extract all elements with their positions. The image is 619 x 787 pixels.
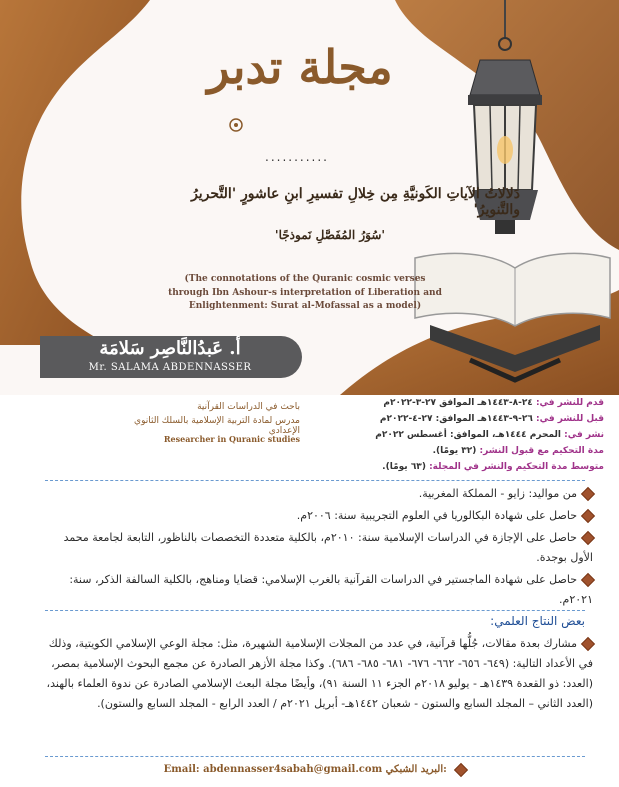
production-heading: بعض النتاج العلمي: [490, 614, 585, 628]
date-value: (٦٣ يومًا). [382, 462, 426, 472]
journal-title: مجلة تدبر [207, 40, 393, 94]
article-subtitle-ar: 'سُوَرُ المُفَصَّلِ نَموذجًا' [274, 228, 386, 242]
bio-item [45, 484, 593, 504]
date-label: نشر في: [564, 430, 604, 440]
email-address[interactable]: abdennasser4sabah@gmail.com [203, 764, 383, 775]
diamond-bullet-icon [581, 487, 595, 501]
contact-row [160, 764, 470, 775]
date-label: قبل للنشر في: [536, 414, 604, 424]
date-label: متوسط مدة التحكيم والنشر في المجلة: [429, 462, 604, 472]
article-title-en [160, 273, 450, 314]
bio-text: من مواليد: زايو - المملكة المغربية. [418, 487, 577, 500]
diamond-bullet-icon [581, 637, 595, 651]
average-duration [304, 462, 604, 472]
bio-text: حاصل على الإجازة في الدراسات الإسلامية سنة: ٢٠١٠م، بالكلية متعددة التخصصات بالناظور، التابعة لجامعة محمد الأول بوجدة. [63, 531, 593, 564]
article-title-en-line: (The connotations of the Quranic cosmic verses [184, 274, 426, 284]
researcher-desc: مدرس لمادة التربية الإسلامية بالسلك الثانوي الإعدادي [134, 416, 300, 436]
researcher-title: باحث في الدراسات القرآنية [197, 402, 300, 412]
production-text: مشارك بعدة مقالات، جُلُّها قرآنية، في عدد من المجلات الإسلامية الشهيرة، مثل: مجلة الوعي الإسلامي الكويتية، وذلك في الأعداد التالية: (٦٤٩- ٦٥٦- ٦٦٢- ٦٧٦- ٦٨١- ٦٨٥- ٦٨٦). وكذا مجلة الأزهر الصادرة عن مجمع البحوث الإسلامية بمصر، (العدد: ذو القعدة ١٤٣٩هـ - يوليو ٢٠١٨م الجزء ١١ السنة ٩١)، وأيضًا مجلة البعث الإسلامي الصادرة عن ندوة العلماء بالهند، (العدد الثاني – المجلد السابع والستون - شعبان ١٤٤٢هـ- أبريل ٢٠٢١م / العدد الرابع - المجلد السابع والستون). [46, 637, 593, 710]
date-label: مدة التحكيم مع قبول النشر: [479, 446, 604, 456]
production-item [45, 634, 593, 714]
date-published [304, 430, 604, 440]
article-title-ar: دَلالاتُ الآياتِ الكَونيَّةِ مِن خِلالِ تفسيرِ ابنِ عاشورٍ 'التَّحريرُ والتَّنويرُ' [191, 186, 520, 218]
date-accepted [304, 414, 604, 424]
date-value: المحرم ١٤٤٤هـ، الموافق: أغسطس ٢٠٢٢م [375, 430, 561, 440]
bio-item [45, 528, 593, 568]
date-value: ٢٤-٨-١٤٤٣هـ الموافق ٢٧-٣-٢٠٢٢م [383, 398, 533, 408]
diamond-bullet-icon [581, 573, 595, 587]
bio-item [45, 570, 593, 610]
researcher-en: Researcher in Quranic studies [163, 434, 300, 444]
email-label: Email: [163, 764, 200, 775]
bio-text: حاصل على شهادة الماجستير في الدراسات القرآنية بالغرب الإسلامي: قضايا ومناهج، بالكلية السالفة الذكر، سنة: ٢٠٢١م. [69, 573, 593, 606]
date-value: ٢٦-٩-١٤٤٣هـ الموافق: ٢٧-٤-٢٠٢٢م [379, 414, 533, 424]
date-submitted [304, 398, 604, 408]
title-dots: ........... [265, 150, 329, 164]
review-duration [304, 446, 604, 456]
date-label: قدم للنشر في: [535, 398, 604, 408]
bio-text: حاصل على شهادة البكالوريا في العلوم التجريبية سنة: ٢٠٠٦م. [296, 509, 577, 522]
diamond-bullet-icon [454, 762, 468, 776]
divider [45, 480, 585, 481]
diamond-bullet-icon [581, 531, 595, 545]
article-title-en-line: through Ibn Ashour-s interpretation of Liberation and [168, 287, 442, 298]
diamond-bullet-icon [581, 509, 595, 523]
divider [45, 756, 585, 757]
divider [45, 610, 585, 611]
author-name-ar: أ. عَبدُالنَّاصِر سَلامَة [99, 338, 241, 359]
bio-item [45, 506, 593, 526]
date-value: (٣٢ يومًا). [432, 446, 477, 456]
email-label-ar: البريد الشبكي: [385, 764, 447, 775]
article-title-en-line: Enlightenment: Surat al-Mofassal as a model) [188, 301, 422, 311]
author-name-en: Mr. SALAMA ABDENNASSER [88, 362, 252, 373]
